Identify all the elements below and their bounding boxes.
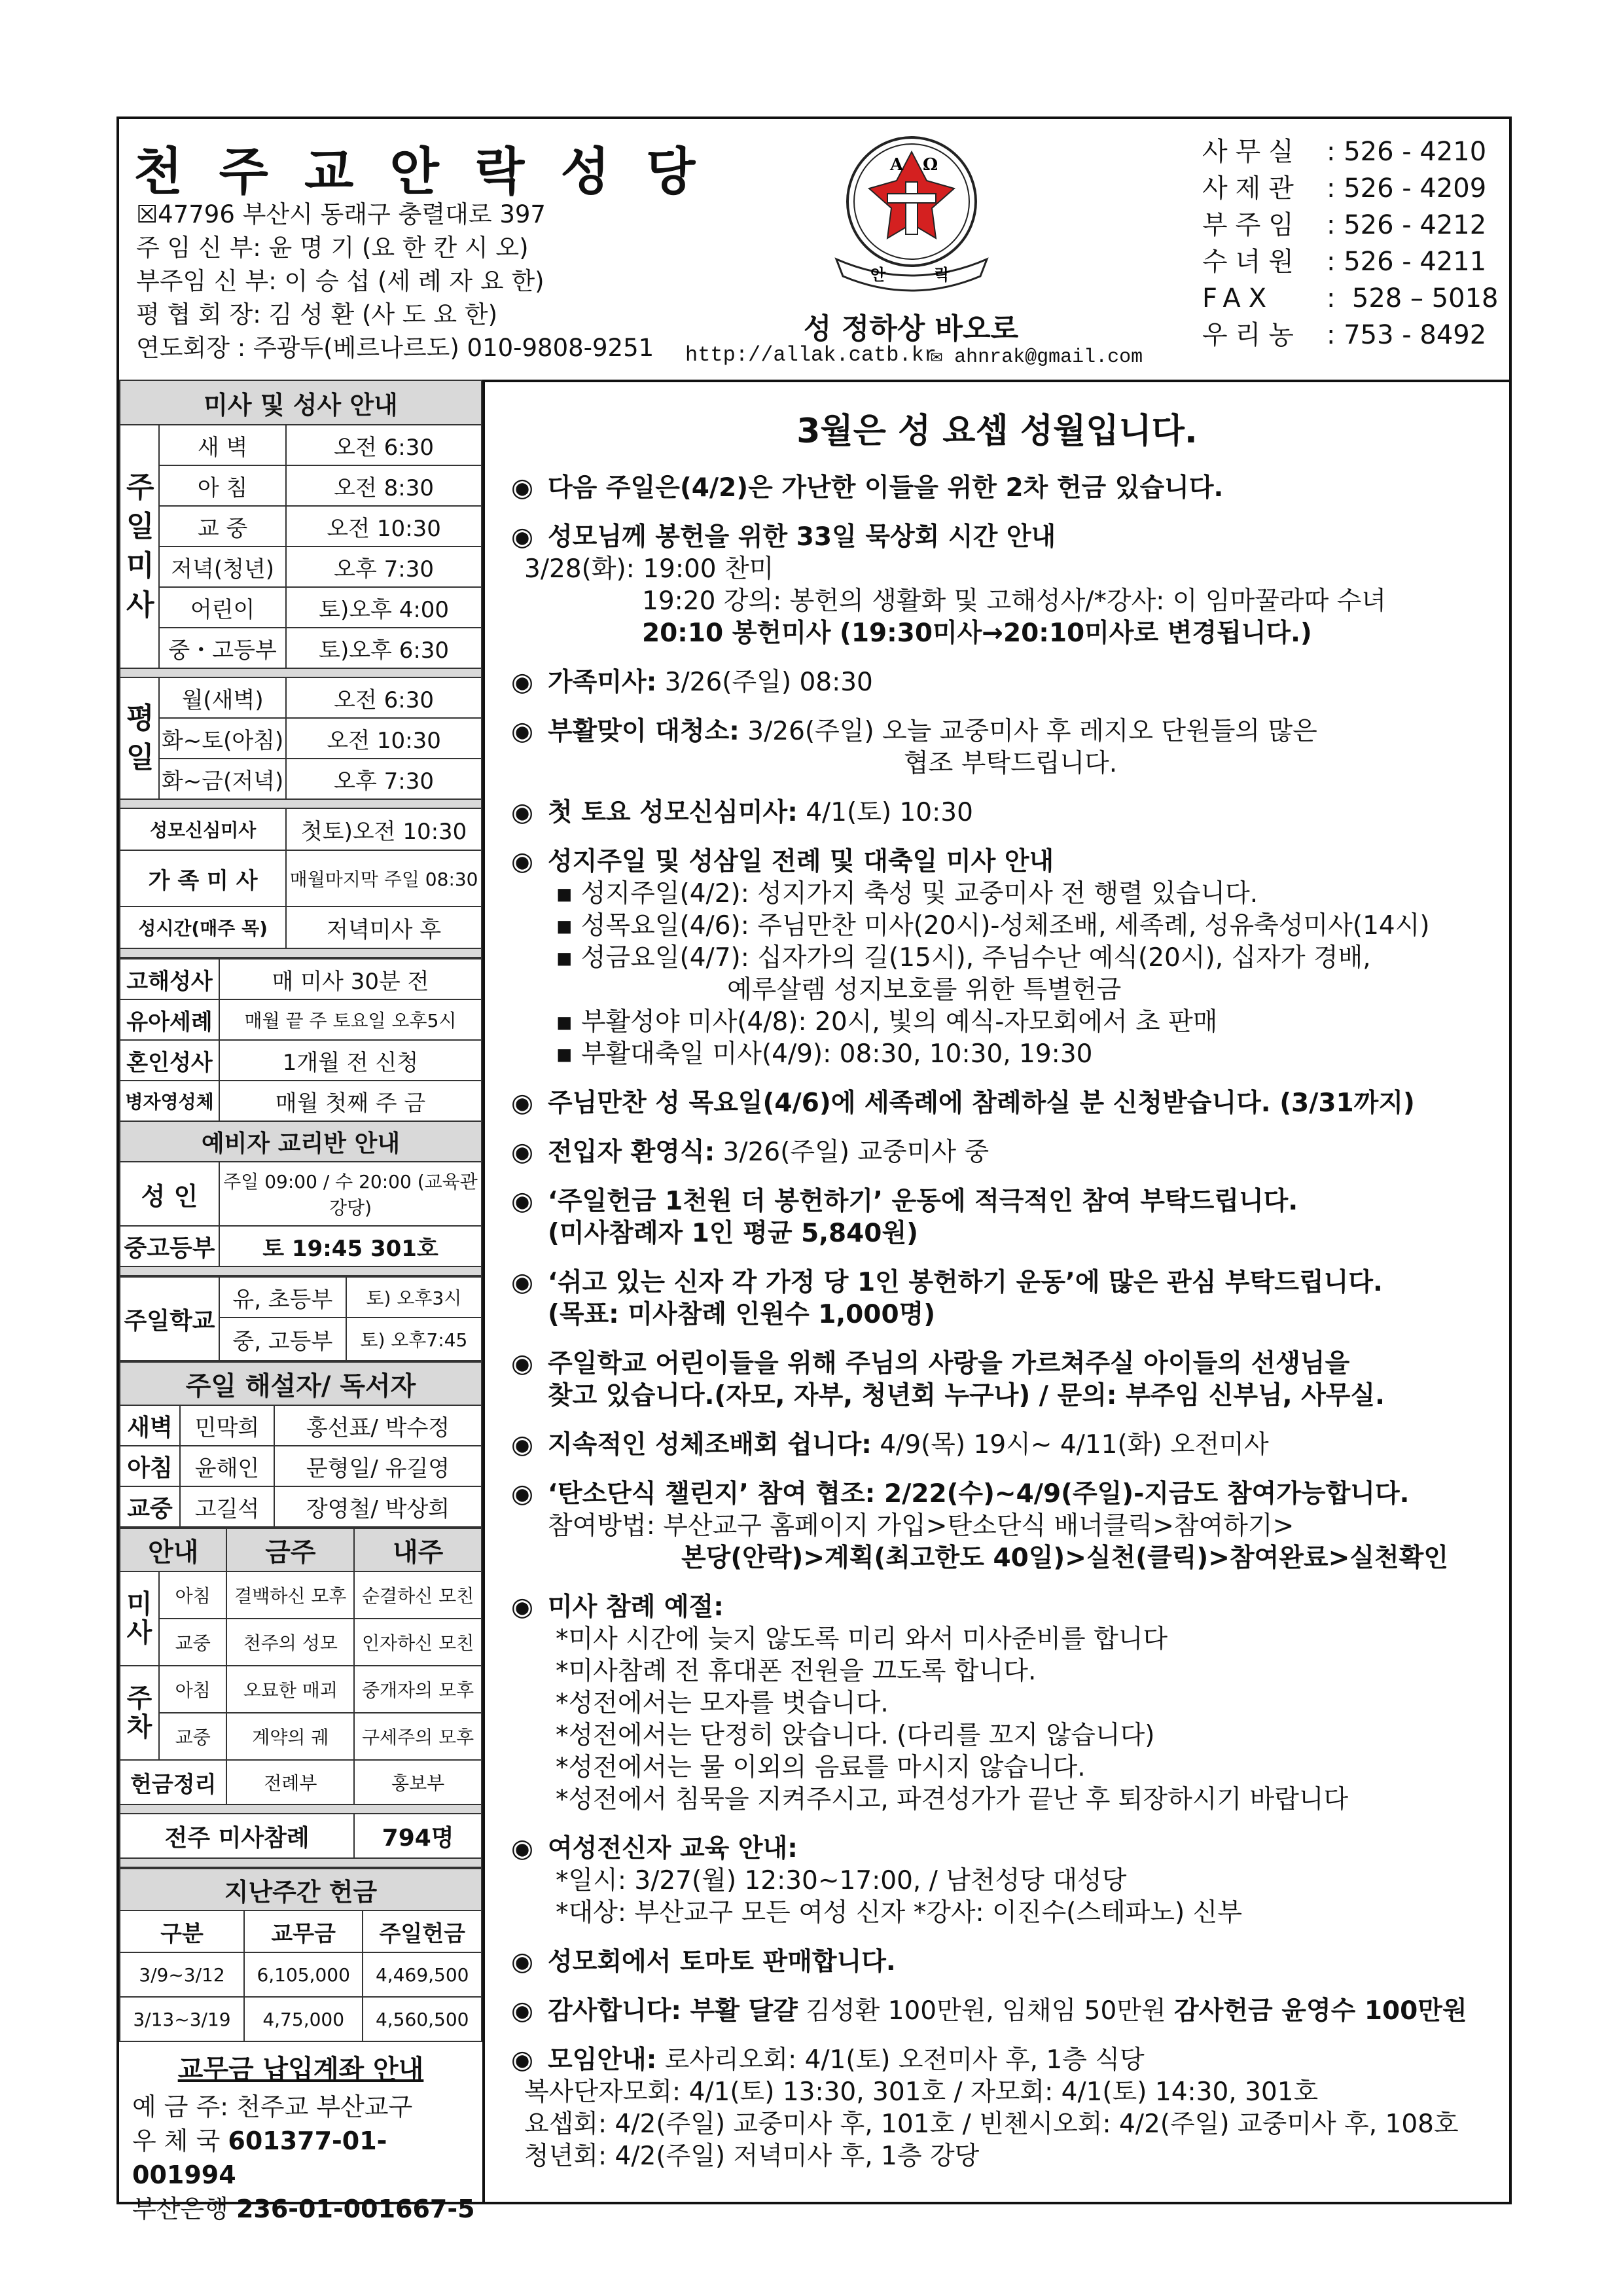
announcement-head — [511, 1995, 1489, 2027]
reader-names: 문형일/ 유길영 — [274, 1446, 482, 1486]
announcement-title: 모임안내: — [548, 2045, 657, 2075]
announcement-head — [511, 1136, 1489, 1168]
announcement-head — [511, 1348, 1489, 1380]
parish-title: 천 주 교 안 락 성 당 — [134, 143, 705, 202]
mass-schedule-table — [119, 380, 482, 958]
guide-group-parking: 주차 — [120, 1666, 159, 1760]
account-row: 부산은행 236-01-001667-5 — [132, 2195, 475, 2223]
announcement-title: 가족미사: — [548, 668, 657, 697]
patron-saint: 성 정하상 바오로 — [803, 312, 1019, 346]
mass-name: 어린이 — [159, 587, 286, 628]
sacrament-value: 매월 끝 주 토요일 오후5시 — [219, 999, 482, 1040]
logo-ribbon-left: 안 — [870, 266, 886, 284]
announcement-line: *성전에서는 모자를 벗습니다. — [556, 1689, 889, 1718]
announcement-item — [485, 1833, 1509, 1929]
bullet-icon: ◉ — [511, 1947, 534, 1977]
offering-table — [119, 1868, 482, 2042]
announcement-line: *미사참례 전 휴대폰 전원을 끄도록 합니다. — [556, 1657, 1037, 1686]
mass-name: 새 벽 — [159, 425, 286, 465]
special-mass-time: 저녁미사 후 — [286, 906, 482, 948]
mass-name: 아 침 — [159, 465, 286, 506]
announcement-list — [485, 472, 1509, 2172]
announcement-head — [511, 1185, 1489, 1217]
announcement-text: 윤영수 100만원 — [1272, 1996, 1467, 2026]
guide-this: 계약의 궤 — [226, 1713, 354, 1760]
announcement-item — [485, 1136, 1509, 1168]
account-row: 우 체 국 601377-01-001994 — [132, 2126, 387, 2189]
parish-logo — [817, 128, 1007, 292]
guide-group-mass: 미사 — [120, 1571, 159, 1666]
guide-next: 순결하신 모친 — [354, 1571, 482, 1619]
announcement-line: *성전에서는 단정히 앉습니다. (다리를 꼬지 않습니다) — [556, 1721, 1155, 1750]
announcements — [485, 380, 1509, 2204]
announcement-title: 전입자 환영식: — [548, 1138, 715, 1167]
announcement-head — [511, 2044, 1489, 2076]
announcement-title: 지속적인 성체조배회 쉽니다: — [548, 1430, 872, 1460]
announcement-item — [485, 1185, 1509, 1249]
announcement-head — [511, 1946, 1489, 1978]
announcement-line: 3/28(화): 19:00 찬미 — [524, 554, 774, 584]
bullet-icon: ◉ — [511, 1268, 534, 1297]
bullet-icon: ◉ — [511, 1138, 534, 1167]
guide-mass: 교중 — [159, 1619, 226, 1666]
envelope-icon: ✉ — [931, 346, 955, 368]
announcement-item — [485, 715, 1509, 780]
announcement-item — [485, 1946, 1509, 1978]
email-text: ahnrak@gmail.com — [954, 346, 1143, 368]
mass-time: 토)오후 6:30 — [286, 628, 482, 668]
mass-time: 오전 6:30 — [286, 677, 482, 718]
announcement-title: 감사합니다: 부활 달걀 — [548, 1996, 798, 2026]
offering-header: 지난주간 헌금 — [120, 1869, 482, 1910]
sacrament-name: 병자영성체 — [120, 1081, 219, 1121]
announcement-item — [485, 846, 1509, 1070]
sacrament-name: 유아세례 — [120, 999, 219, 1040]
sunday-school-label: 주일학교 — [120, 1277, 219, 1361]
account-header: 교무금 납입계좌 안내 — [177, 2054, 424, 2085]
bullet-icon: ◉ — [511, 473, 534, 503]
announcement-text: 4/9(목) 19시~ 4/11(화) 오전미사 — [871, 1430, 1269, 1460]
announcement-title: ‘쉬고 있는 신자 각 가정 당 1인 봉헌하기 운동’에 많은 관심 부탁드립니다. — [548, 1268, 1383, 1297]
mass-time: 오전 10:30 — [286, 718, 482, 759]
announcement-text: 3/26(주일) 08:30 — [656, 668, 873, 697]
sacrament-value: 매월 첫째 주 금 — [219, 1081, 482, 1121]
announcement-item — [485, 797, 1509, 829]
catechumen-name: 중고등부 — [120, 1226, 219, 1266]
announcement-line: (목표: 미사참례 인원수 1,000명) — [548, 1300, 936, 1329]
staff-line: 주 임 신 부: 윤 명 기 (요 한 칸 시 오) — [136, 234, 529, 262]
guide-this: 오묘한 매괴 — [226, 1666, 354, 1713]
guide-col: 금주 — [226, 1528, 354, 1571]
logo-ribbon-right: 락 — [935, 266, 950, 284]
announcement-head — [511, 797, 1489, 829]
sacrament-name: 혼인성사 — [120, 1040, 219, 1081]
guide-mass: 교중 — [159, 1713, 226, 1760]
reader-names: 장영철/ 박상희 — [274, 1486, 482, 1527]
offering-col: 주일헌금 — [363, 1910, 482, 1952]
announcement-head — [511, 1478, 1489, 1510]
announcement-title: 첫 토요 성모신심미사: — [548, 798, 798, 827]
bullet-icon: ◉ — [511, 522, 534, 552]
account-row: 예 금 주: 천주교 부산교구 — [132, 2092, 413, 2121]
phone-directory — [1202, 134, 1498, 353]
offering-cleanup-next: 홍보부 — [354, 1760, 482, 1804]
sacraments-table — [119, 958, 482, 1276]
announcement-title: ‘탄소단식 챌린지’ 참여 협조: 2/22(수)~4/9(주일)-지금도 참여가능합니다. — [548, 1479, 1410, 1509]
announcement-text: 3/26(주일) 오늘 교중미사 후 레지오 단원들의 많은 — [739, 717, 1317, 746]
month-title: 3월은 성 요셉 성월입니다. — [796, 412, 1198, 451]
mass-header: 미사 및 성사 안내 — [120, 380, 482, 425]
phone-row: 부주임 : 526 - 4212 — [1202, 210, 1487, 240]
school-time: 토) 오후3시 — [346, 1277, 482, 1318]
mass-time: 오전 6:30 — [286, 425, 482, 465]
guide-next: 인자하신 모친 — [354, 1619, 482, 1666]
guide-mass: 아침 — [159, 1571, 226, 1619]
announcement-text: 4/1(토) 10:30 — [797, 798, 973, 827]
attendance-value: 794명 — [354, 1814, 482, 1858]
mass-name: 화~금(저녁) — [159, 759, 286, 799]
announcement-line: *미사 시간에 늦지 않도록 미리 와서 미사준비를 합니다 — [556, 1624, 1168, 1654]
school-group: 중, 고등부 — [219, 1318, 346, 1361]
announcement-line: ▪ 성지주일(4/2): 성지가지 축성 및 교중미사 전 행렬 있습니다. — [556, 879, 1258, 908]
offering-dues: 6,105,000 — [244, 1952, 363, 1997]
announcement-line: 예루살렘 성지보호를 위한 특별헌금 — [727, 975, 1122, 1005]
announcement-item — [485, 1478, 1509, 1574]
weekday-mass-label: 평일 — [120, 677, 159, 799]
announcement-line: 찾고 있습니다.(자모, 자부, 청년회 누구나) / 문의: 부주임 신부님, 사무실. — [548, 1381, 1385, 1410]
announcement-line: ▪ 부활대축일 미사(4/9): 08:30, 10:30, 19:30 — [556, 1039, 1093, 1069]
announcement-line: 참여방법: 부산교구 홈페이지 가입>탄소단식 배너클릭>참여하기> — [548, 1511, 1294, 1541]
special-mass-time: 매월마지막 주일 08:30 — [286, 850, 482, 906]
offering-dues: 4,75,000 — [244, 1997, 363, 2041]
sacrament-name: 고해성사 — [120, 959, 219, 999]
mass-time: 오전 8:30 — [286, 465, 482, 506]
bullet-icon: ◉ — [511, 798, 534, 827]
phone-row: 우리농 : 753 - 8492 — [1202, 320, 1487, 350]
staff-line: 평 협 회 장: 김 성 환 (사 도 요 한) — [136, 300, 498, 329]
announcement-line: ▪ 성금요일(4/7): 십자가의 길(15시), 주님수난 예식(20시), 십자가 경배, — [556, 943, 1371, 973]
announcement-line: *성전에서 침묵을 지켜주시고, 파견성가가 끝난 후 퇴장하시기 바랍니다 — [556, 1785, 1349, 1814]
phone-row: 사제관 : 526 - 4209 — [1202, 173, 1487, 204]
parish-address: ☒47796 부산시 동래구 충렬대로 397 — [136, 200, 546, 228]
reader-names: 홍선표/ 박수정 — [274, 1405, 482, 1446]
commentator: 민막희 — [180, 1405, 274, 1446]
omega-letter: Ω — [923, 155, 938, 175]
offering-cleanup-this: 전례부 — [226, 1760, 354, 1804]
commentator: 고길석 — [180, 1486, 274, 1527]
school-group: 유, 초등부 — [219, 1277, 346, 1318]
announcement-line: *일시: 3/27(월) 12:30~17:00, / 남천성당 대성당 — [556, 1866, 1127, 1895]
announcement-head — [511, 666, 1489, 698]
mass-time: 오후 7:30 — [286, 759, 482, 799]
readers-table — [119, 1361, 482, 1528]
parish-info — [136, 198, 654, 365]
announcement-title: 여성전신자 교육 안내: — [548, 1834, 798, 1863]
attendance-label: 전주 미사참례 — [120, 1814, 354, 1858]
announcement-title: 부활맞이 대청소: — [548, 717, 740, 746]
announcement-title: ‘주일헌금 1천원 더 봉헌하기’ 운동에 적극적인 참여 부탁드립니다. — [548, 1187, 1298, 1216]
bullet-icon: ◉ — [511, 1187, 534, 1216]
bullet-icon: ◉ — [511, 1996, 534, 2026]
announcement-head — [511, 715, 1489, 747]
catechumen-name: 성 인 — [120, 1162, 219, 1226]
offering-cleanup-label: 헌금정리 — [120, 1760, 226, 1804]
guide-mass: 아침 — [159, 1666, 226, 1713]
alpha-letter: Α — [890, 155, 904, 175]
mass-name: 교 중 — [159, 506, 286, 547]
mass-name: 저녁(청년) — [159, 547, 286, 587]
announcement-head — [511, 521, 1489, 553]
offering-period: 3/9~3/12 — [120, 1952, 244, 1997]
announcement-text: 김성환 100만원, 임채임 50만원 — [797, 1996, 1175, 2026]
announcement-text: 3/26(주일) 교중미사 중 — [715, 1138, 990, 1167]
announcement-title: 감사헌금 — [1174, 1996, 1273, 2026]
mass-time: 토)오후 4:00 — [286, 587, 482, 628]
sacrament-value: 매 미사 30분 전 — [219, 959, 482, 999]
announcement-line: *성전에서는 물 이외의 음료를 마시지 않습니다. — [556, 1753, 1086, 1782]
announcement-line: ▪ 성목요일(4/6): 주님만찬 미사(20시)-성체조배, 세족례, 성유축성미사(14시) — [556, 911, 1430, 941]
reader-mass: 교중 — [120, 1486, 180, 1527]
announcement-line: 20:10 봉헌미사 (19:30미사→20:10미사로 변경됩니다.) — [642, 619, 1312, 648]
special-mass-name: 성시간(매주 목) — [120, 906, 286, 948]
guide-next: 구세주의 모후 — [354, 1713, 482, 1760]
sunday-school-table — [119, 1276, 482, 1361]
announcement-line: 본당(안락)>계획(최고한도 40일)>실천(클릭)>참여완료>실천확인 — [681, 1543, 1449, 1573]
staff-line: 부주임 신 부: 이 승 섭 (세 례 자 요 한) — [136, 267, 544, 295]
guide-col: 안내 — [120, 1528, 226, 1571]
announcement-line: 19:20 강의: 봉헌의 생활화 및 고해성사/*강사: 이 임마꿀라따 수녀 — [642, 586, 1386, 616]
announcement-title: 주님만찬 성 목요일(4/6)에 세족례에 참례하실 분 신청받습니다. (3/31까지) — [548, 1088, 1415, 1118]
announcement-item — [485, 666, 1509, 698]
bullet-icon: ◉ — [511, 717, 534, 746]
special-mass-name: 성모신심미사 — [120, 808, 286, 850]
special-mass-time: 첫토)오전 10:30 — [286, 808, 482, 850]
catechumen-value: 토 19:45 301호 — [219, 1226, 482, 1266]
announcement-title: 성모회에서 토마토 판매합니다. — [548, 1947, 896, 1977]
announcement-text: 로사리오회: 4/1(토) 오전미사 후, 1층 식당 — [656, 2045, 1145, 2075]
announcement-line: *대상: 부산교구 모든 여성 신자 *강사: 이진수(스테파노) 신부 — [556, 1898, 1242, 1928]
announcement-title: 다음 주일은(4/2)은 가난한 이들을 위한 2차 헌금 있습니다. — [548, 473, 1224, 503]
announcement-item — [485, 1087, 1509, 1119]
announcement-head — [511, 1266, 1489, 1299]
bulletin-header — [119, 119, 1509, 382]
announcement-head — [511, 846, 1489, 878]
bullet-icon: ◉ — [511, 1430, 534, 1460]
announcement-line: (미사참례자 1인 평균 5,840원) — [548, 1219, 918, 1248]
announcement-head — [511, 1591, 1489, 1623]
mass-name: 화~토(아침) — [159, 718, 286, 759]
announcement-item — [485, 1429, 1509, 1461]
announcement-title: 성모님께 봉헌을 위한 33일 묵상회 시간 안내 — [548, 522, 1056, 552]
guide-table — [119, 1528, 482, 1868]
reader-mass: 아침 — [120, 1446, 180, 1486]
mass-name: 중・고등부 — [159, 628, 286, 668]
offering-sunday: 4,469,500 — [363, 1952, 482, 1997]
bulletin-frame — [116, 117, 1512, 2223]
announcement-line: 청년회: 4/2(주일) 저녁미사 후, 1층 강당 — [524, 2142, 980, 2171]
guide-this: 결백하신 모후 — [226, 1571, 354, 1619]
mass-time: 오후 7:30 — [286, 547, 482, 587]
catechumen-value: 주일 09:00 / 수 20:00 (교육관 강당) — [219, 1162, 482, 1226]
bullet-icon: ◉ — [511, 1834, 534, 1863]
sunday-mass-label: 주일미사 — [120, 425, 159, 668]
offering-col: 구분 — [120, 1910, 244, 1952]
announcement-item — [485, 1266, 1509, 1331]
reader-mass: 새벽 — [120, 1405, 180, 1446]
offering-col: 교무금 — [244, 1910, 363, 1952]
phone-row: 사무실 : 526 - 4210 — [1202, 137, 1487, 167]
commentator: 윤해인 — [180, 1446, 274, 1486]
announcement-head — [511, 1087, 1489, 1119]
bullet-icon: ◉ — [511, 1479, 534, 1509]
announcement-item — [485, 2044, 1509, 2172]
catechumen-header: 예비자 교리반 안내 — [120, 1121, 482, 1162]
announcement-head — [511, 1429, 1489, 1461]
announcement-line: 협조 부탁드립니다. — [904, 749, 1118, 778]
mass-time: 오전 10:30 — [286, 506, 482, 547]
announcement-line: 요셉회: 4/2(주일) 교중미사 후, 101호 / 빈첸시오회: 4/2(주일) 교중미사 후, 108호 — [524, 2109, 1459, 2139]
guide-this: 천주의 성모 — [226, 1619, 354, 1666]
bullet-icon: ◉ — [511, 1592, 534, 1622]
announcement-title: 성지주일 및 성삼일 전례 및 대축일 미사 안내 — [548, 847, 1054, 876]
announcement-title: 주일학교 어린이들을 위해 주님의 사랑을 가르쳐주실 아이들의 선생님을 — [548, 1349, 1350, 1378]
account-list — [119, 2090, 482, 2226]
schedule-sidebar — [119, 380, 485, 2223]
school-time: 토) 오후7:45 — [346, 1318, 482, 1361]
email-address[interactable] — [931, 344, 1143, 368]
offering-period: 3/13~3/19 — [120, 1997, 244, 2041]
bullet-icon: ◉ — [511, 1088, 534, 1118]
bullet-icon: ◉ — [511, 847, 534, 876]
announcement-title: 미사 참례 예절: — [548, 1592, 724, 1622]
phone-row: FAX : 528 – 5018 — [1202, 283, 1499, 314]
announcement-line: 복사단자모회: 4/1(토) 13:30, 301호 / 자모회: 4/1(토) 14:30, 301호 — [524, 2077, 1319, 2107]
offering-sunday: 4,560,500 — [363, 1997, 482, 2041]
phone-row: 수녀원 : 526 - 4211 — [1202, 247, 1487, 277]
sacrament-value: 1개월 전 신청 — [219, 1040, 482, 1081]
announcement-head — [511, 472, 1489, 504]
guide-next: 중개자의 모후 — [354, 1666, 482, 1713]
announcement-item — [485, 472, 1509, 504]
website-link[interactable]: http://allak.catb.kr — [685, 343, 937, 367]
announcement-item — [485, 1348, 1509, 1412]
announcement-line: ▪ 부활성야 미사(4/8): 20시, 빛의 예식-자모회에서 초 판매 — [556, 1007, 1218, 1037]
readers-header: 주일 해설자/ 독서자 — [120, 1362, 482, 1405]
bullet-icon: ◉ — [511, 2045, 534, 2075]
guide-col: 내주 — [354, 1528, 482, 1571]
announcement-item — [485, 521, 1509, 649]
special-mass-name: 가 족 미 사 — [120, 850, 286, 906]
staff-line: 연도회장 : 주광두(베르나르도) 010-9808-9251 — [136, 334, 654, 362]
bullet-icon: ◉ — [511, 668, 534, 697]
announcement-item — [485, 1995, 1509, 2027]
announcement-item — [485, 1591, 1509, 1816]
bullet-icon: ◉ — [511, 1349, 534, 1378]
announcement-head — [511, 1833, 1489, 1865]
mass-name: 월(새벽) — [159, 677, 286, 718]
